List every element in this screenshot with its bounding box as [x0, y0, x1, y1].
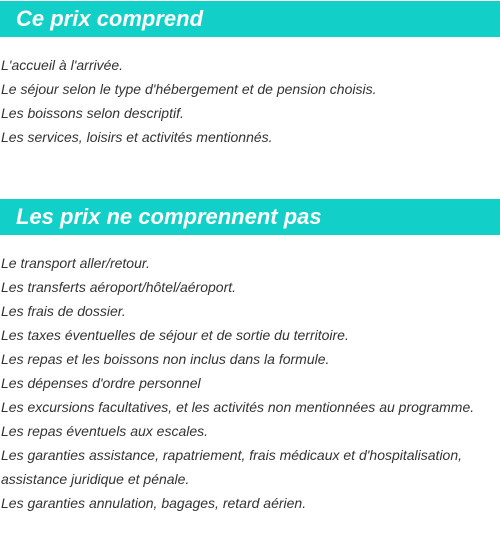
- list-item: Les garanties annulation, bagages, retard aérien.: [1, 495, 307, 511]
- included-list: [0, 53, 500, 149]
- list-item: Les taxes éventuelles de séjour et de sortie du territoire.: [1, 327, 349, 343]
- included-section-title: Ce prix comprend: [0, 1, 500, 37]
- list-item: Les transferts aéroport/hôtel/aéroport.: [1, 279, 237, 295]
- list-item: Les services, loisirs et activités mentionnés.: [1, 129, 273, 145]
- list-item: Les repas et les boissons non inclus dans la formule.: [1, 351, 330, 367]
- included-section: [0, 1, 500, 149]
- list-item: Le séjour selon le type d'hébergement et de pension choisis.: [1, 81, 377, 97]
- list-item: Les repas éventuels aux escales.: [1, 423, 209, 439]
- list-item: Les dépenses d'ordre personnel: [1, 375, 201, 391]
- list-item: L'accueil à l'arrivée.: [1, 57, 124, 73]
- list-item: Les frais de dossier.: [1, 303, 126, 319]
- list-item: Les excursions facultatives, et les activités non mentionnées au programme.: [1, 399, 475, 415]
- excluded-list: [0, 251, 500, 515]
- list-item: Les garanties assistance, rapatriement, frais médicaux et d'hospitalisation,: [1, 447, 463, 463]
- list-item: Le transport aller/retour.: [1, 255, 150, 271]
- excluded-section-title: Les prix ne comprennent pas: [0, 199, 500, 235]
- list-item: assistance juridique et pénale.: [1, 471, 190, 487]
- list-item: Les boissons selon descriptif.: [1, 105, 184, 121]
- excluded-section: [0, 199, 500, 515]
